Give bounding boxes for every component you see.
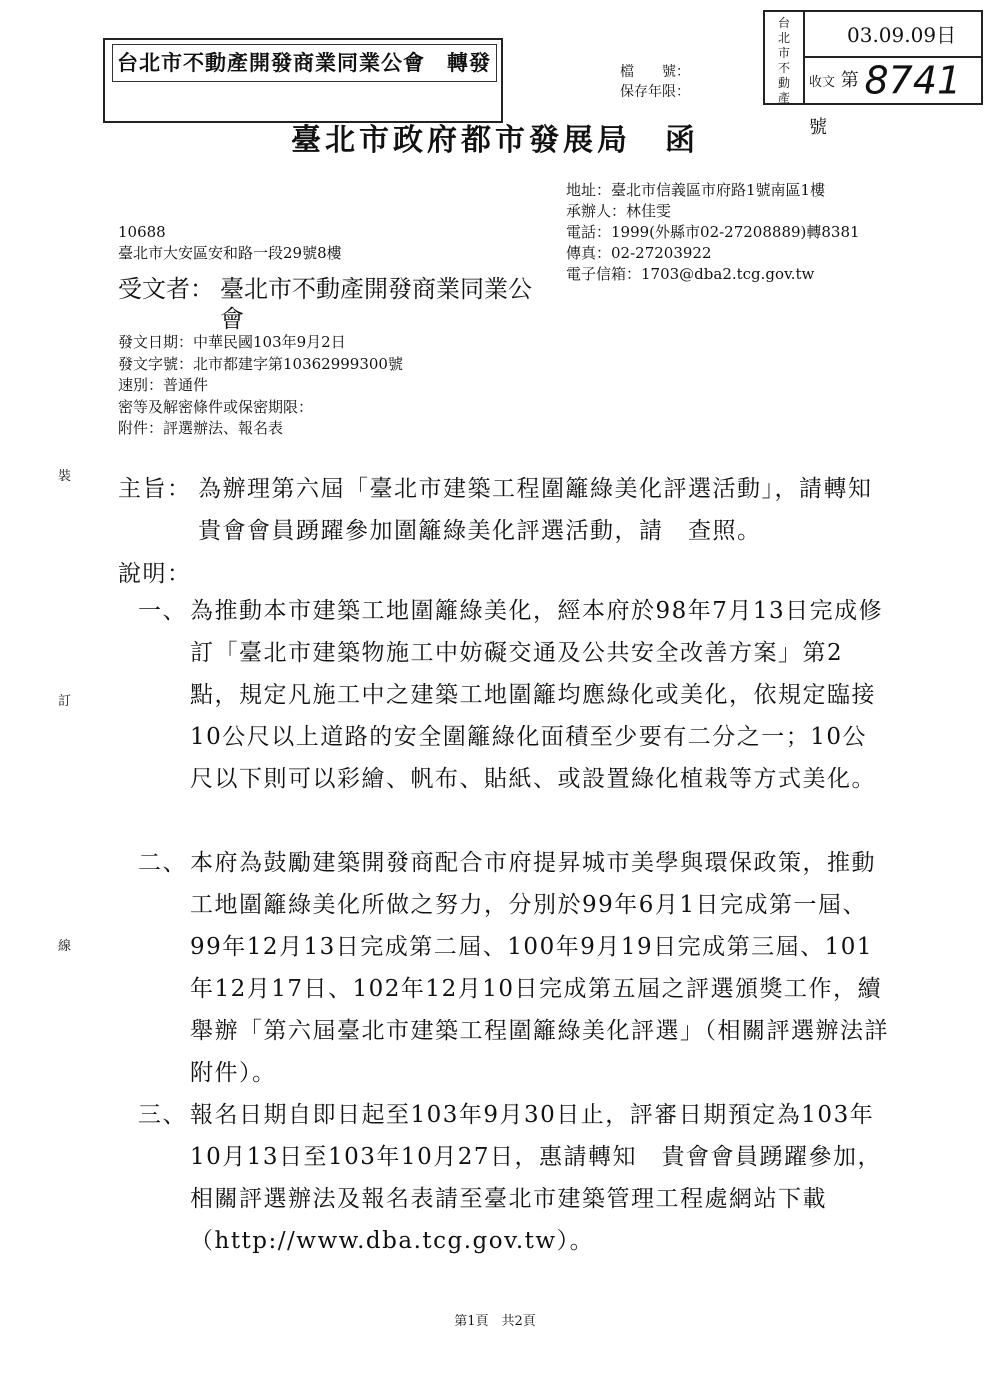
meta-block [118,332,403,440]
receipt-no-suffix: 號 [809,117,827,138]
receipt-number: 8741 [864,58,962,103]
item-marker: 三、 [138,1102,187,1128]
receipt-no-prefix: 第 [840,70,859,91]
receipt-org: 台北市不動產 [777,16,790,105]
document-number: 發文字號：北市都建字第10362999300號 [118,354,403,373]
recipient-label: 受文者： [118,275,214,303]
subject-label: 主旨： [118,476,192,502]
receipt-recv: 收文 [809,75,836,90]
priority: 速別：普通件 [118,376,209,394]
issue-date: 發文日期：中華民國103年9月2日 [118,333,346,351]
postal-code: 10688 [118,223,166,241]
description-item-3 [138,1094,890,1262]
contact-email: 電子信箱：1703@dba2.tcg.gov.tw [566,265,815,283]
item-text: 為推動本市建築工地圍籬綠美化，經本府於98年7月13日完成修訂「臺北市建築物施工中妨礙交通及公共安全改善方案」第2點，規定凡施工中之建築工地圍籬均應綠化或美化，依規定臨接10公尺以上道路的安全圍籬綠化面積至少要有二分之一；10公尺以下則可以彩繪、帆布、貼紙、或設置綠化植栽等方式美化。 [190,598,884,792]
confidentiality: 密等及解密條件或保密期限： [118,397,314,416]
contact-officer: 承辦人：林佳雯 [566,202,672,220]
contact-fax: 傳真：02-27203922 [566,244,712,262]
receipt-number-row [805,58,981,138]
recipient-name: 臺北市不動產開發商業同業公會 [220,275,532,333]
description-label: 說明： [118,561,192,587]
file-number-label: 檔 號： [620,64,690,80]
subject-section [118,468,898,552]
receipt-date: 03.09.09日 [805,12,981,58]
postal-block [118,222,342,264]
description-item-1 [138,590,890,800]
attachments: 附件：評選辦法、報名表 [118,419,284,437]
item-text: 本府為鼓勵建築開發商配合市府提昇城市美學與環保政策，推動工地圍籬綠美化所做之努力，分別於99年6月1日完成第一屆、99年12月13日完成第二屆、100年9月19日完成第三屆、101年12月17日、102年12月10日完成第五屆之評選頒獎工作，續舉辦「第六屆臺北市建築工程圍籬綠美化評選」（相關評選辦法詳附件）。 [190,850,889,1086]
binding-mark-2: 訂 [58,694,72,709]
binding-mark-1: 裝 [58,469,72,484]
receipt-org-column [765,12,805,103]
archive-info [620,62,690,102]
contact-phone: 電話：1999(外縣市02-27208889)轉8381 [566,223,860,241]
retention-label: 保存年限： [620,84,690,100]
binding-mark-3: 線 [58,939,72,954]
item-text: 報名日期自即日起至103年9月30日止，評審日期預定為103年10月13日至103年10月27日，惠請轉知 貴會會員踴躍參加，相關評選辦法及報名表請至臺北市建築管理工程處網站下載（http://www.dba.tcg.gov.tw）。 [190,1102,882,1254]
recipient-block [118,274,540,334]
postal-address: 臺北市大安區安和路一段29號8樓 [118,244,342,262]
contact-address: 地址：臺北市信義區市府路1號南區1樓 [566,181,826,199]
subject-text: 為辦理第六屆「臺北市建築工程圍籬綠美化評選活動」，請轉知 貴會會員踴躍參加圍籬綠美化評選活動，請 查照。 [198,476,897,544]
item-marker: 二、 [138,850,187,876]
item-marker: 一、 [138,598,187,624]
forward-stamp: 台北市不動產開發商業同業公會 轉發 [112,44,497,82]
document-title: 臺北市政府都市發展局 函 [291,123,699,158]
contact-block [566,180,860,285]
receipt-stamp [763,10,983,138]
page-footer: 第1頁 共2頁 [454,1314,536,1329]
description-item-2 [138,842,890,1094]
